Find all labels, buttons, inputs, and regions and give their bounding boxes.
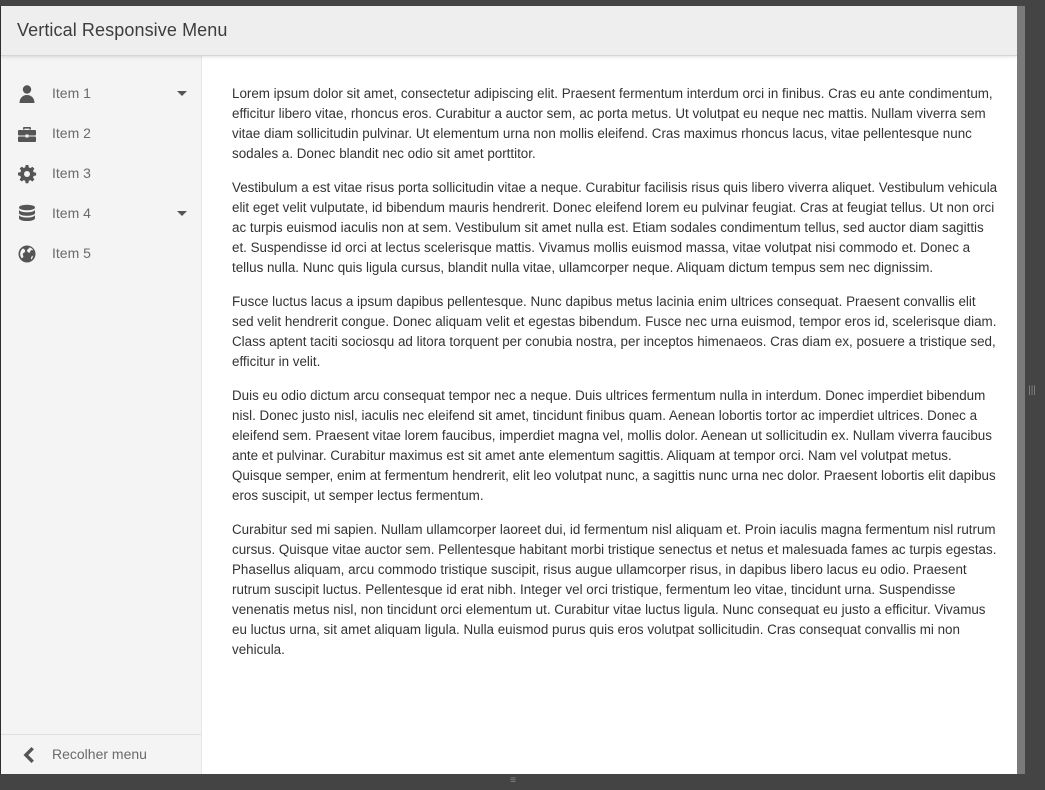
database-icon (17, 204, 37, 224)
main-content (232, 84, 998, 674)
resize-handle-right-icon[interactable]: ||| (1028, 385, 1036, 396)
sidebar-item-label: Item 4 (52, 205, 91, 221)
globe-icon (17, 244, 37, 264)
content-paragraph: Fusce luctus lacus a ipsum dapibus pellentesque. Nunc dapibus metus lacinia enim ultrices consequat. Praesent convallis elit sed velit hendrerit congue. Donec aliquam velit et egestas bibendum. Fusce nec urna euismod, tempor eros id, scelerisque diam. Class aptent taciti sociosqu ad litora torquent per conubia nostra, per inceptos himenaeos. Cras diam ex, posuere a tristique sed, efficitur in velit. (232, 294, 997, 369)
resize-handle-bottom-icon[interactable]: ≡ (510, 775, 516, 786)
sidebar-item-2[interactable] (1, 114, 201, 154)
top-header (1, 6, 1017, 56)
sidebar (1, 56, 202, 774)
sidebar-item-label: Item 5 (52, 245, 91, 261)
gear-icon (17, 164, 37, 184)
content-paragraph: Vestibulum a est vitae risus porta sollicitudin vitae a neque. Curabitur facilisis risus quis libero viverra aliquet. Vestibulum vehicula elit eget velit vulputate, id bibendum mauris hendrerit. Donec eleifend lorem eu pulvinar feugiat. Cras at feugiat tellus. Ut non orci ac turpis euismod iaculis non at sem. Vestibulum sit amet nulla est. Etiam sodales condimentum tellus, sed auctor diam sagittis et. Suspendisse id orci at lectus scelerisque mattis. Vivamus mollis euismod massa, vitae volutpat nisi commodo et. Donec a tellus nulla. Nunc quis ligula cursus, blandit nulla vitae, ullamcorper neque. Aliquam dictum tempus sem nec dignissim. (232, 180, 998, 275)
chevron-left-icon (20, 746, 36, 764)
content-paragraph: Duis eu odio dictum arcu consequat tempor nec a neque. Duis ultrices fermentum nulla in interdum. Donec imperdiet bibendum nisl. Donec justo nisl, iaculis nec eleifend sit amet, tincidunt finibus quam. Aenean lobortis tortor ac imperdiet ultrices. Donec a eleifend sem. Praesent vitae lorem faucibus, imperdiet magna vel, mollis dolor. Aenean ut sollicitudin ex. Nullam viverra faucibus ante et pulvinar. Curabitur maximus est sit amet ante elementum sagittis. Aliquam at tempor orci. Nam vel volutpat metus. Quisque semper, enim at fermentum hendrerit, elit leo volutpat nunc, a sagittis nunc urna nec dolor. Praesent lobortis elit dapibus eros suscipit, ut semper lectus fermentum. (232, 388, 996, 503)
content-paragraph: Curabitur sed mi sapien. Nullam ullamcorper laoreet dui, id fermentum nisl aliquam et. Proin iaculis magna fermentum nisl rutrum cursus. Quisque vitae auctor sem. Pellentesque habitant morbi tristique senectus et netus et malesuada fames ac turpis egestas. Phasellus aliquam, arcu commodo tristique suscipit, risus augue ullamcorper risus, in dapibus libero lacus eu odio. Praesent rutrum suscipit luctus. Pellentesque id erat nibh. Integer vel orci tristique, fermentum leo vitae, tincidunt urna. Suspendisse venenatis metus nisl, non tincidunt orci elementum ut. Curabitur vitae luctus ligula. Nunc consequat eu justo a efficitur. Vivamus eu luctus urna, sit amet aliquam ligula. Nulla euismod purus quis eros volutpat sollicitudin. Cras consequat convallis mi non vehicula. (232, 522, 997, 657)
sidebar-menu (1, 56, 201, 274)
collapse-menu-button[interactable] (1, 734, 201, 774)
briefcase-icon (17, 124, 37, 144)
sidebar-item-label: Item 1 (52, 85, 91, 101)
app-title: Vertical Responsive Menu (17, 20, 228, 40)
sidebar-item-1[interactable] (1, 74, 201, 114)
collapse-menu-label: Recolher menu (52, 746, 147, 762)
browser-window (0, 6, 1017, 774)
caret-down-icon[interactable] (177, 91, 187, 96)
sidebar-item-4[interactable] (1, 194, 201, 234)
user-icon (17, 84, 37, 104)
sidebar-item-label: Item 2 (52, 125, 91, 141)
sidebar-item-5[interactable] (1, 234, 201, 274)
vertical-scrollbar[interactable] (1017, 6, 1025, 774)
sidebar-item-3[interactable] (1, 154, 201, 194)
caret-down-icon[interactable] (177, 211, 187, 216)
content-paragraph: Lorem ipsum dolor sit amet, consectetur adipiscing elit. Praesent fermentum interdum orci in finibus. Cras eu ante condimentum, efficitur libero vitae, rhoncus eros. Curabitur a auctor sem, ac porta metus. Ut volutpat eu neque nec mattis. Nullam viverra sem vitae diam sollicitudin pulvinar. Ut elementum urna non mollis eleifend. Cras maximus rhoncus lacus, vitae pellentesque nunc sodales a. Donec blandit nec odio sit amet porttitor. (232, 86, 993, 161)
sidebar-item-label: Item 3 (52, 165, 91, 181)
